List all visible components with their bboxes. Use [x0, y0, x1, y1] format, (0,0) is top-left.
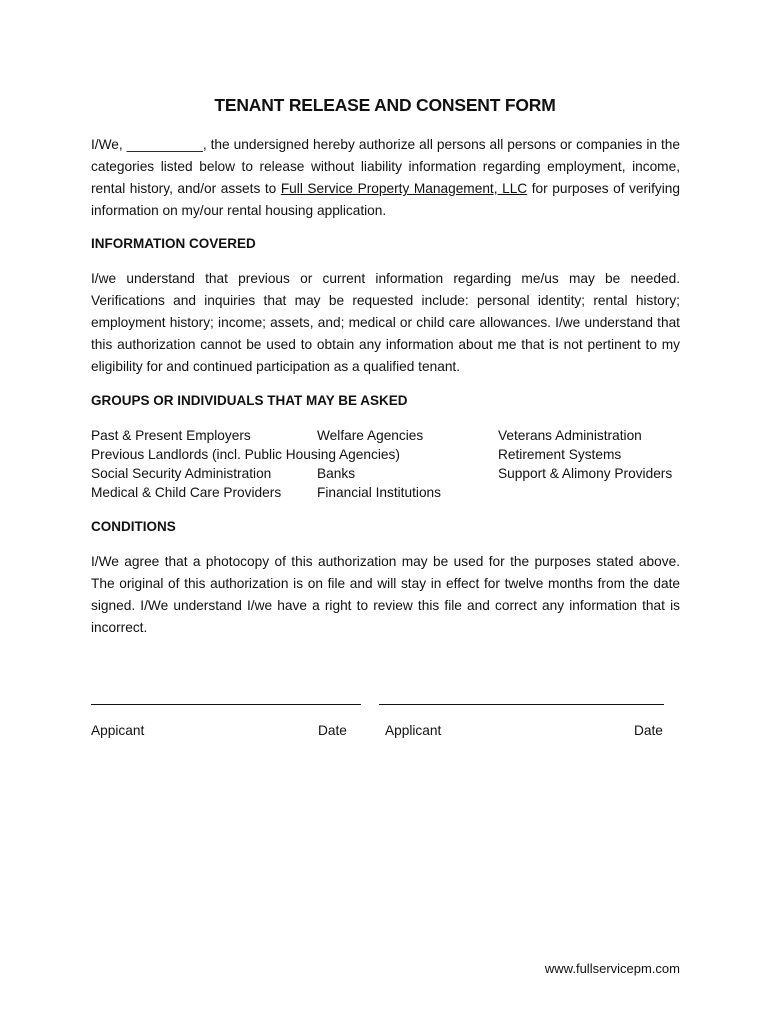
signature-line-1[interactable] — [91, 704, 361, 705]
group-item: Social Security Administration — [91, 466, 272, 481]
groups-heading: GROUPS OR INDIVIDUALS THAT MAY BE ASKED — [91, 393, 408, 408]
group-item: Previous Landlords (incl. Public Housing Agencies) — [91, 447, 400, 462]
group-item: Banks — [317, 466, 356, 481]
group-item: Medical & Child Care Providers — [91, 485, 282, 500]
company-name: Full Service Property Management, LLC — [280, 181, 528, 196]
group-item: Veterans Administration — [498, 428, 642, 443]
intro-paragraph — [91, 134, 680, 222]
page-title: TENANT RELEASE AND CONSENT FORM — [214, 95, 556, 115]
group-item: Financial Institutions — [317, 485, 442, 500]
group-item: Support & Alimony Providers — [498, 466, 673, 481]
intro-text-after: for purposes of verifying information on my/our rental housing application. — [91, 181, 680, 218]
information-covered-paragraph: I/we understand that previous or current information regarding me/us may be needed. Verifications and inquiries that may be requested include: personal identity; rental history; employment history; income; assets, and; medical or child care allowances. I/we understand that this authorization cannot be used to obtain any information about me that is not pertinent to my eligibility for and continued participation as a qualified tenant. — [91, 271, 680, 374]
intro-text-before: I/We, __________, the undersigned hereby authorize all persons all persons or companies in the categories listed below to release without liability information regarding employment, income, rental history, and/or assets to — [91, 137, 680, 196]
group-item: Retirement Systems — [498, 447, 622, 462]
conditions-heading: CONDITIONS — [91, 519, 176, 534]
conditions-paragraph: I/We agree that a photocopy of this authorization may be used for the purposes stated above. The original of this authorization is on file and will stay in effect for twelve months from the date signed. I/We understand I/we have a right to review this file and correct any information that is incorrect. — [91, 554, 680, 635]
group-item: Welfare Agencies — [317, 428, 424, 443]
date-1-label: Date — [318, 723, 347, 738]
applicant-1-label: Appicant — [91, 723, 145, 738]
group-item: Past & Present Employers — [91, 428, 251, 443]
date-2-label: Date — [634, 723, 663, 738]
footer-website: www.fullservicepm.com — [544, 961, 680, 976]
signature-line-2[interactable] — [379, 704, 664, 705]
applicant-2-label: Applicant — [385, 723, 442, 738]
groups-list — [91, 426, 691, 506]
information-covered-heading: INFORMATION COVERED — [91, 236, 256, 251]
